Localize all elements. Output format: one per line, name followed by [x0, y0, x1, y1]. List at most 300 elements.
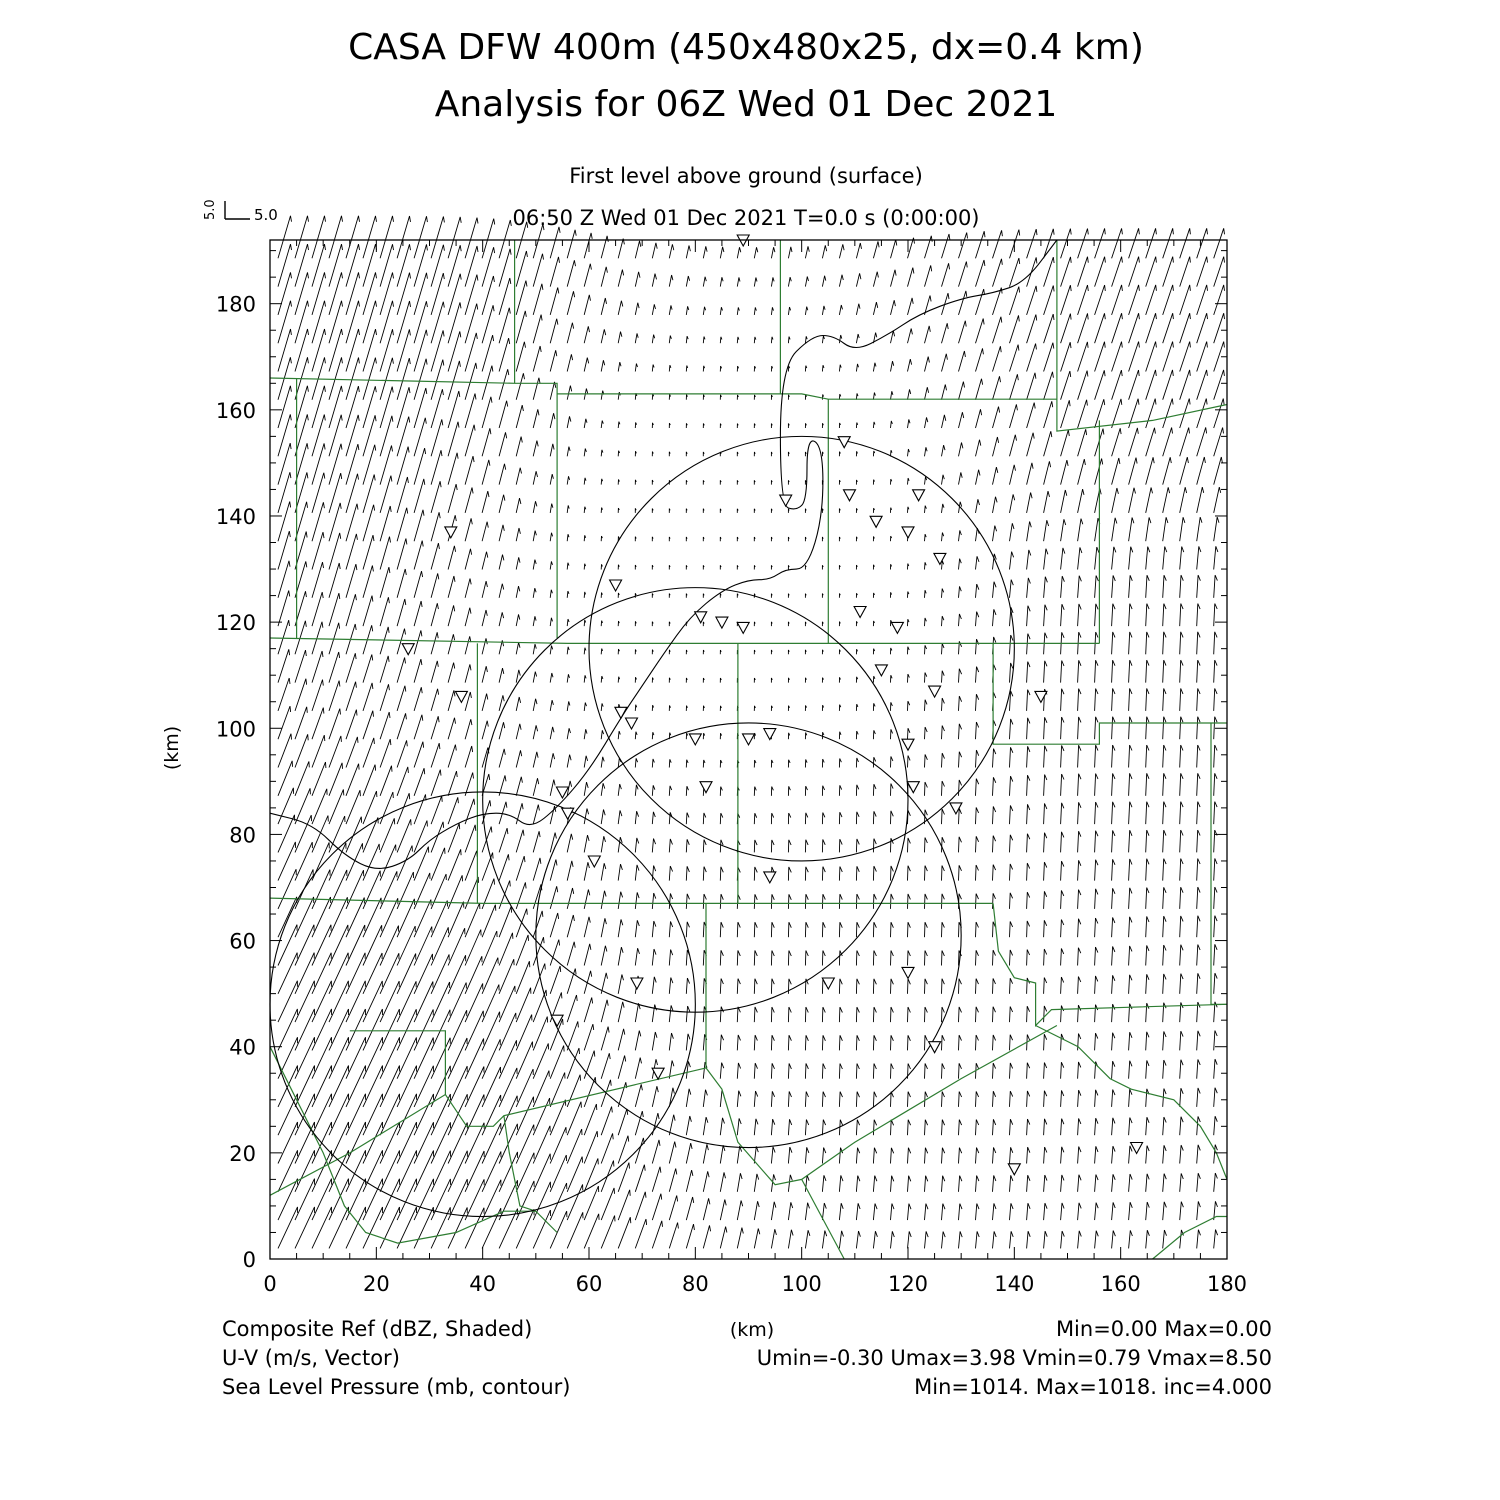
wind-vector — [295, 650, 306, 683]
wind-vector — [856, 704, 858, 711]
wind-vector — [788, 247, 792, 258]
wind-vector — [397, 216, 410, 258]
title-line2: Analysis for 06Z Wed 01 Dec 2021 — [434, 84, 1058, 125]
wind-vector — [1129, 518, 1134, 542]
wind-vector — [1197, 859, 1200, 881]
wind-vector — [363, 765, 376, 796]
wind-vector — [925, 1007, 928, 1022]
wind-vector — [414, 847, 429, 881]
wind-vector — [805, 1147, 809, 1163]
wind-vector — [1061, 890, 1064, 909]
y-tick-label: 120 — [215, 611, 256, 636]
wind-vector — [1061, 1119, 1064, 1136]
station-marker — [588, 856, 600, 867]
wind-vector — [414, 900, 431, 938]
wind-vector — [601, 946, 607, 966]
wind-vector — [1010, 776, 1013, 796]
wind-vector — [550, 1211, 567, 1248]
wind-vector — [1112, 802, 1115, 824]
station-marker — [631, 978, 643, 989]
wind-vector — [703, 366, 704, 372]
wind-vector — [856, 621, 857, 626]
wind-vector — [703, 1117, 708, 1135]
wind-vector — [788, 979, 791, 994]
wind-vector — [1061, 314, 1072, 344]
wind-vector — [1129, 285, 1140, 315]
wind-vector — [839, 565, 840, 569]
wind-vector — [567, 1048, 579, 1079]
wind-vector — [1061, 1062, 1064, 1079]
wind-vector — [312, 789, 327, 824]
wind-vector — [363, 871, 380, 909]
wind-vector — [652, 812, 655, 824]
wind-vector — [737, 1118, 741, 1135]
wind-vector — [873, 676, 875, 683]
wind-vector — [567, 888, 574, 909]
wind-vector — [839, 951, 842, 966]
wind-vector — [652, 759, 654, 768]
wind-vector — [1214, 802, 1217, 825]
wind-vector — [1027, 1175, 1030, 1192]
wind-vector — [533, 346, 541, 372]
wind-vector — [703, 840, 706, 853]
wind-vector — [431, 796, 442, 824]
wind-vector — [669, 452, 670, 457]
wind-vector — [1061, 1006, 1064, 1023]
wind-vector — [908, 329, 913, 344]
wind-vector — [788, 537, 789, 541]
wind-vector — [805, 733, 806, 740]
wind-vector — [891, 729, 893, 739]
wind-vector — [465, 579, 471, 598]
wind-vector — [635, 508, 636, 513]
wind-vector — [1214, 285, 1225, 315]
wind-vector — [635, 422, 636, 428]
wind-vector — [959, 530, 962, 541]
wind-vector — [584, 703, 586, 711]
wind-vector — [1078, 860, 1081, 880]
wind-vector — [550, 753, 554, 767]
y-tick-label: 80 — [229, 823, 256, 848]
wind-vector — [805, 537, 806, 541]
wind-vector — [1044, 746, 1047, 768]
wind-vector — [652, 509, 653, 513]
wind-vector — [891, 811, 894, 824]
wind-vector — [346, 682, 356, 711]
wind-vector — [754, 706, 755, 711]
wind-vector — [1214, 887, 1217, 909]
wind-vector — [993, 1147, 996, 1163]
wind-vector — [720, 1007, 723, 1023]
wind-vector — [942, 385, 947, 400]
wind-vector — [908, 1148, 911, 1164]
wind-vector — [754, 950, 757, 965]
station-marker — [854, 607, 866, 618]
wind-vector — [703, 1198, 710, 1220]
wind-vector — [652, 304, 655, 315]
wind-vector — [1163, 1031, 1166, 1050]
wind-vector — [652, 1140, 660, 1164]
wind-vector — [448, 605, 455, 626]
wind-vector — [601, 479, 602, 485]
wind-vector — [720, 1118, 724, 1135]
wind-vector — [516, 1015, 532, 1051]
wind-vector — [1078, 717, 1081, 739]
wind-vector — [567, 861, 573, 881]
wind-vector — [839, 1148, 842, 1164]
wind-vector — [1163, 717, 1166, 740]
wind-vector — [1010, 635, 1014, 654]
wind-vector — [908, 866, 911, 881]
wind-vector — [550, 288, 559, 315]
wind-vector — [397, 569, 406, 598]
wind-vector — [942, 643, 945, 654]
wind-vector — [1163, 1202, 1167, 1220]
wind-vector — [448, 745, 456, 768]
wind-vector — [1095, 774, 1098, 796]
wind-vector — [771, 678, 772, 683]
y-tick-label: 180 — [215, 292, 256, 317]
wind-vector — [431, 573, 439, 597]
wind-vector — [1163, 313, 1174, 343]
wind-vector — [1010, 465, 1016, 485]
wind-vector — [873, 1176, 877, 1192]
wind-vector — [482, 985, 499, 1023]
wind-vector — [942, 475, 945, 485]
wind-vector — [1214, 1059, 1218, 1079]
wind-vector — [805, 423, 806, 428]
wind-vector — [397, 599, 406, 626]
wind-vector — [278, 734, 292, 768]
wind-vector — [1027, 578, 1031, 598]
station-marker — [610, 580, 622, 591]
wind-vector — [822, 1064, 825, 1079]
wind-vector — [669, 705, 670, 711]
wind-vector — [908, 894, 911, 909]
x-tick-label: 100 — [781, 1272, 822, 1296]
wind-vector — [1197, 342, 1208, 372]
wind-vector — [1180, 342, 1191, 372]
wind-vector — [516, 724, 521, 739]
wind-vector — [312, 622, 323, 655]
wind-vector — [601, 730, 603, 739]
wind-vector — [397, 477, 408, 513]
wind-vector — [448, 546, 456, 570]
wind-vector — [465, 930, 481, 966]
wind-vector — [976, 379, 983, 400]
wind-vector — [652, 921, 656, 937]
wind-vector — [822, 452, 823, 457]
wind-vector — [856, 1231, 860, 1248]
wind-vector — [567, 1184, 583, 1220]
wind-vector — [1163, 945, 1166, 966]
wind-vector — [1061, 400, 1071, 428]
wind-vector — [822, 306, 825, 315]
wind-vector — [788, 1230, 793, 1249]
county-line — [993, 903, 1227, 1025]
wind-vector — [908, 1092, 911, 1107]
wind-vector — [1129, 399, 1139, 428]
wind-vector — [669, 537, 670, 541]
wind-vector — [567, 834, 573, 853]
wind-vector — [533, 699, 537, 711]
wind-vector — [380, 506, 391, 541]
station-marker — [929, 686, 941, 697]
wind-vector — [1214, 517, 1219, 541]
wind-vector — [516, 468, 521, 485]
wind-vector — [567, 1212, 583, 1248]
wind-vector — [397, 767, 408, 796]
wind-vector — [754, 760, 756, 768]
wind-vector — [1146, 688, 1149, 711]
wind-vector — [584, 620, 586, 626]
wind-vector — [1129, 1230, 1133, 1248]
wind-vector — [771, 1007, 774, 1022]
wind-vector — [652, 650, 653, 655]
wind-vector — [1180, 457, 1189, 485]
wind-vector — [584, 264, 591, 287]
wind-vector — [976, 779, 979, 796]
wind-vector — [959, 752, 962, 768]
wind-vector — [533, 1182, 550, 1220]
wind-vector — [942, 922, 945, 937]
wind-vector — [703, 1144, 708, 1163]
wind-vector — [839, 365, 841, 372]
wind-vector — [976, 556, 980, 569]
wind-vector — [908, 359, 912, 371]
wind-vector — [805, 840, 808, 853]
wind-vector — [1061, 371, 1071, 400]
wind-vector — [550, 618, 552, 626]
wind-vector — [533, 1098, 550, 1135]
wind-vector — [703, 1225, 710, 1248]
wind-vector — [1163, 342, 1174, 372]
wind-vector — [720, 1172, 725, 1191]
wind-vector — [720, 733, 721, 739]
wind-vector — [1129, 802, 1132, 824]
wind-vector — [1197, 1201, 1201, 1220]
wind-vector — [295, 679, 307, 711]
wind-vector — [686, 866, 689, 880]
wind-vector — [652, 1005, 656, 1023]
wind-vector — [1180, 859, 1183, 881]
wind-vector — [788, 480, 789, 484]
wind-vector — [278, 815, 295, 853]
wind-vector — [1010, 345, 1019, 372]
wind-vector — [788, 1147, 792, 1163]
wind-vector — [1197, 660, 1200, 683]
wind-vector — [1027, 1006, 1030, 1022]
wind-vector — [414, 630, 422, 654]
wind-vector — [1146, 488, 1153, 513]
wind-vector — [805, 867, 808, 881]
wind-vector — [635, 649, 636, 654]
wind-vector — [873, 894, 876, 909]
wind-vector — [805, 1063, 808, 1078]
wind-vector — [635, 1192, 646, 1220]
wind-vector — [669, 786, 671, 796]
wind-vector — [1095, 489, 1102, 513]
wind-vector — [1163, 916, 1166, 937]
wind-vector — [942, 781, 945, 796]
wind-vector — [805, 1120, 808, 1136]
wind-vector — [601, 1133, 613, 1163]
wind-vector — [346, 737, 358, 768]
wind-vector — [1163, 285, 1174, 315]
footer-slp-label: Sea Level Pressure (mb, contour) — [222, 1375, 571, 1399]
wind-vector — [925, 1063, 928, 1078]
wind-vector — [652, 480, 653, 485]
wind-vector — [959, 1231, 963, 1248]
wind-vector — [1129, 228, 1140, 258]
wind-vector — [601, 1053, 610, 1079]
wind-vector — [448, 902, 464, 938]
wind-vector — [1044, 605, 1048, 626]
wind-vector — [1095, 257, 1106, 287]
wind-vector — [771, 760, 773, 768]
wind-vector — [908, 979, 911, 994]
wind-vector — [822, 276, 825, 287]
wind-vector — [686, 978, 689, 994]
wind-vector — [669, 275, 673, 287]
wind-vector — [499, 308, 510, 344]
wind-vector — [856, 1120, 859, 1136]
wind-vector — [788, 1091, 791, 1107]
wind-vector — [993, 950, 996, 965]
wind-vector — [686, 1006, 690, 1022]
wind-vector — [976, 1091, 979, 1107]
wind-vector — [1044, 1231, 1048, 1248]
wind-vector — [1129, 717, 1132, 740]
wind-vector — [1197, 1031, 1201, 1051]
wind-vector — [891, 391, 893, 400]
wind-vector — [873, 593, 874, 598]
wind-vector — [329, 681, 340, 711]
wind-vector — [1129, 1004, 1132, 1023]
wind-vector — [686, 1116, 691, 1135]
wind-vector — [414, 216, 427, 258]
wind-vector — [720, 950, 723, 965]
wind-vector — [686, 336, 688, 343]
wind-vector — [482, 581, 487, 598]
wind-vector — [1146, 859, 1149, 881]
wind-vector — [533, 1154, 550, 1192]
wind-vector — [1197, 487, 1204, 513]
wind-vector — [839, 705, 840, 711]
wind-vector — [516, 498, 521, 513]
wind-vector — [618, 301, 623, 315]
wind-vector — [720, 565, 721, 569]
wind-vector — [925, 1148, 928, 1164]
wind-vector — [976, 1035, 979, 1050]
wind-vector — [346, 216, 360, 258]
wind-vector — [942, 616, 944, 626]
wind-vector — [618, 837, 622, 852]
wind-vector — [669, 244, 674, 258]
wind-vector — [669, 978, 673, 994]
wind-vector — [1163, 773, 1166, 796]
wind-vector — [380, 537, 390, 570]
wind-vector — [873, 866, 876, 881]
wind-vector — [635, 785, 638, 796]
wind-vector — [1044, 717, 1047, 739]
wind-vector — [448, 217, 461, 258]
wind-vector — [822, 336, 824, 343]
wind-vector — [516, 750, 522, 767]
wind-vector — [1010, 1091, 1013, 1107]
wind-vector — [499, 338, 510, 371]
wind-vector — [1078, 400, 1088, 428]
wind-vector — [635, 565, 636, 570]
wind-vector — [601, 836, 605, 852]
wind-vector — [533, 672, 536, 683]
wind-vector — [499, 1013, 516, 1051]
wind-vector — [976, 231, 986, 258]
wind-vector — [669, 394, 670, 399]
wind-vector — [1180, 802, 1183, 825]
wind-vector — [448, 484, 457, 513]
wind-vector — [822, 951, 825, 966]
wind-vector — [1112, 1090, 1115, 1107]
wind-vector — [363, 566, 373, 598]
wind-vector — [942, 979, 945, 994]
wind-vector — [584, 326, 589, 343]
wind-vector — [959, 586, 962, 597]
wind-vector — [414, 659, 422, 683]
wind-vector — [856, 593, 857, 598]
wind-vector — [839, 785, 841, 796]
wind-vector — [754, 894, 757, 909]
wind-vector — [618, 649, 619, 654]
vector-key-v-label: 5.0 — [203, 199, 218, 220]
wind-vector — [1163, 547, 1167, 570]
wind-vector — [652, 1086, 658, 1107]
wind-vector — [942, 726, 945, 740]
wind-vector — [414, 479, 425, 513]
footer-km-label: (km) — [729, 1319, 775, 1341]
wind-vector — [805, 1007, 808, 1022]
wind-vector — [959, 1204, 963, 1221]
wind-vector — [720, 247, 724, 258]
wind-vector — [703, 565, 704, 569]
wind-vector — [1214, 632, 1217, 655]
wind-vector — [618, 784, 621, 796]
wind-vector — [584, 675, 586, 682]
wind-vector — [822, 509, 823, 513]
wind-vector — [635, 451, 636, 456]
wind-vector — [1180, 1230, 1184, 1249]
wind-vector — [635, 865, 639, 881]
wind-vector — [652, 839, 655, 853]
wind-vector — [1027, 892, 1030, 909]
wind-vector — [720, 706, 721, 711]
wind-vector — [822, 1092, 825, 1107]
wind-vector — [856, 1148, 859, 1164]
wind-vector — [550, 350, 557, 371]
wind-vector — [516, 697, 520, 711]
wind-vector — [1163, 428, 1173, 457]
wind-vector — [516, 642, 520, 654]
wind-vector — [550, 833, 556, 853]
wind-vector — [703, 733, 704, 739]
wind-vector — [482, 879, 494, 909]
wind-vector — [1197, 973, 1200, 994]
wind-vector — [465, 608, 471, 626]
wind-vector — [1112, 830, 1115, 852]
wind-vector — [567, 915, 574, 937]
wind-vector — [1044, 1203, 1048, 1220]
wind-vector — [925, 1176, 928, 1192]
